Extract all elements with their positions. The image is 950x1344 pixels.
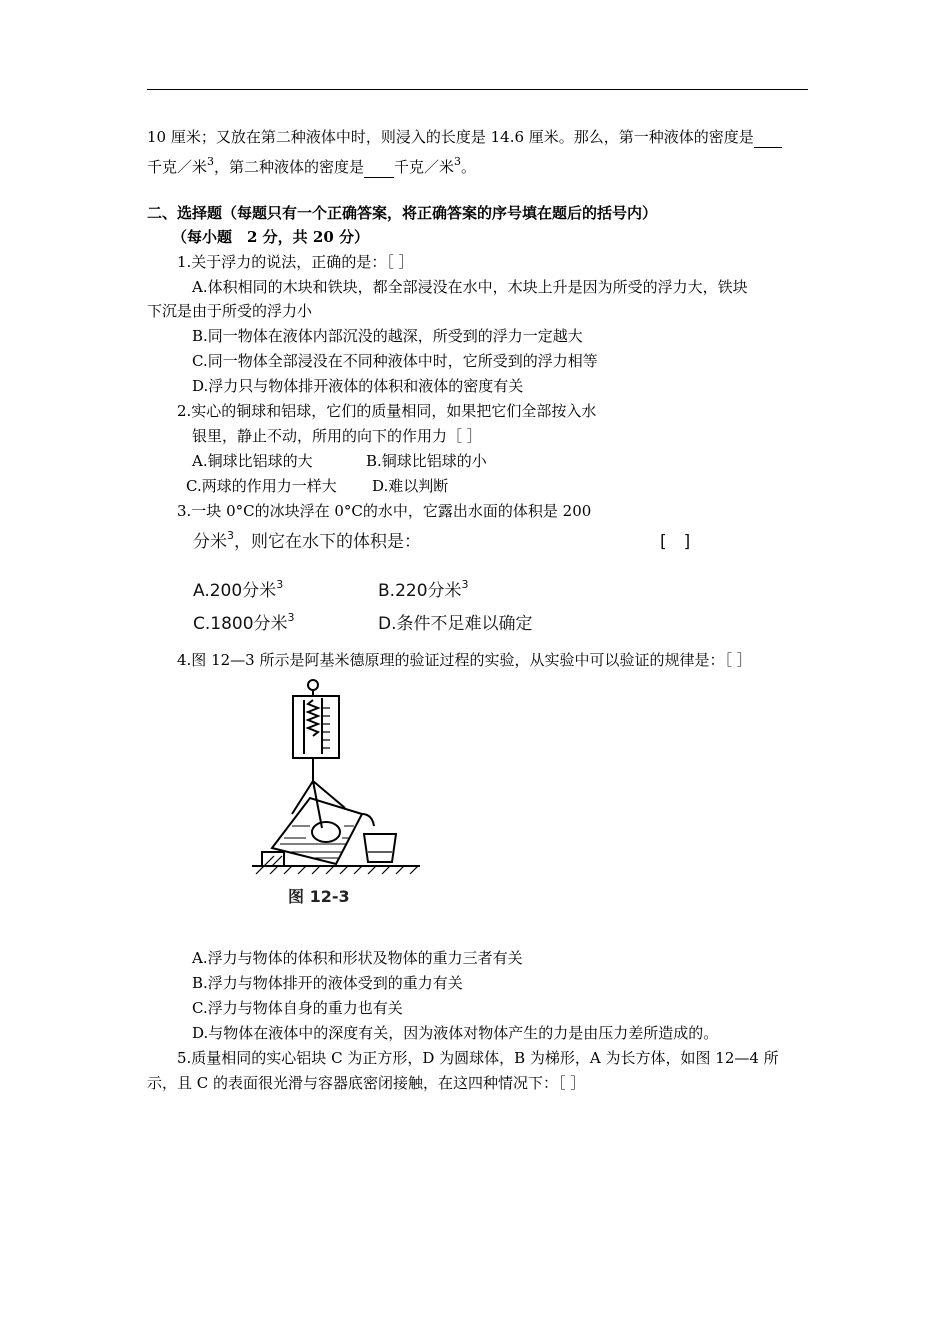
q2-stem-1: 2.实心的铜球和铝球，它们的质量相同，如果把它们全部按入水 <box>177 402 597 420</box>
q2-option-d: D.难以判断 <box>372 477 449 495</box>
q1-option-b: B.同一物体在液体内部沉没的越深，所受到的浮力一定越大 <box>192 327 583 345</box>
q2-option-b: B.铜球比铝球的小 <box>366 452 487 470</box>
catch-cup <box>364 834 396 862</box>
q3-option-a: A.200分米$^3$ <box>193 578 284 601</box>
q4-option-a: A.浮力与物体的体积和形状及物体的重力三者有关 <box>192 949 523 967</box>
spring-scale <box>293 696 339 758</box>
q4-option-c: C.浮力与物体自身的重力也有关 <box>192 999 403 1017</box>
q2-option-a: A.铜球比铝球的大 <box>192 452 313 470</box>
q4-stem: 4.图 12—3 所示是阿基米德原理的验证过程的实验，从实验中可以验证的规律是：［ ］ <box>177 651 752 669</box>
spring-icon <box>308 700 318 736</box>
q4-option-d: D.与物体在液体中的深度有关，因为液体对物体产生的力是由压力差所造成的。 <box>192 1024 719 1042</box>
q5-stem-2: 示，且 C 的表面很光滑与容器底密闭接触，在这四种情况下：［ ］ <box>147 1074 586 1092</box>
q3-bracket: [ ] <box>660 532 691 552</box>
q3-option-d: D.条件不足难以确定 <box>378 614 533 634</box>
q1-option-a-cont: 下沉是由于所受的浮力小 <box>147 302 313 320</box>
overflow-vessel <box>272 798 362 864</box>
q1-option-a: A.体积相同的木块和铁块，都全部浸没在水中，木块上升是因为所受的浮力大，铁块 <box>192 278 748 296</box>
q1-option-c: C.同一物体全部浸没在不同种液体中时，它所受到的浮力相等 <box>192 352 598 370</box>
q3-stem-1: 3.一块 0°C的冰块浮在 0°C的水中，它露出水面的体积是 200 <box>177 502 592 520</box>
figure-12-3 <box>250 676 425 916</box>
answer-blank <box>754 127 782 148</box>
q1-option-d: D.浮力只与物体排开液体的体积和液体的密度有关 <box>192 377 524 395</box>
q3-stem-2: 分米$^3$，则它在水下的体积是： <box>193 529 421 552</box>
section-subheading: （每小题 2 分，共 20 分） <box>172 228 369 246</box>
q2-option-c: C.两球的作用力一样大 <box>186 477 337 495</box>
q5-stem-1: 5.质量相同的实心铝块 C 为正方形，D 为圆球体，B 为梯形，A 为长方体，如图 12—4 所 <box>177 1049 779 1067</box>
continuation-line-2: 千克／米$^3$，第二种液体的密度是 千克／米$^3$。 <box>147 155 477 176</box>
q3-option-c: C.1800分米$^3$ <box>193 611 295 634</box>
submerged-object <box>312 822 340 842</box>
q3-option-b: B.220分米$^3$ <box>378 578 469 601</box>
q2-stem-2: 银里，静止不动，所用的向下的作用力［ ］ <box>192 427 482 445</box>
figure-caption: 图 12-3 <box>288 887 350 906</box>
continuation-line-1: 10 厘米；又放在第二种液体中时，则浸入的长度是 14.6 厘米。那么，第一种液体的密度是 <box>147 127 782 148</box>
header-rule <box>147 89 808 90</box>
hook-ring <box>308 680 318 690</box>
answer-blank <box>364 157 394 178</box>
q1-stem: 1.关于浮力的说法，正确的是：［ ］ <box>177 253 414 271</box>
q4-option-b: B.浮力与物体排开的液体受到的重力有关 <box>192 974 463 992</box>
section-heading: 二、选择题（每题只有一个正确答案，将正确答案的序号填在题后的括号内） <box>147 204 658 222</box>
